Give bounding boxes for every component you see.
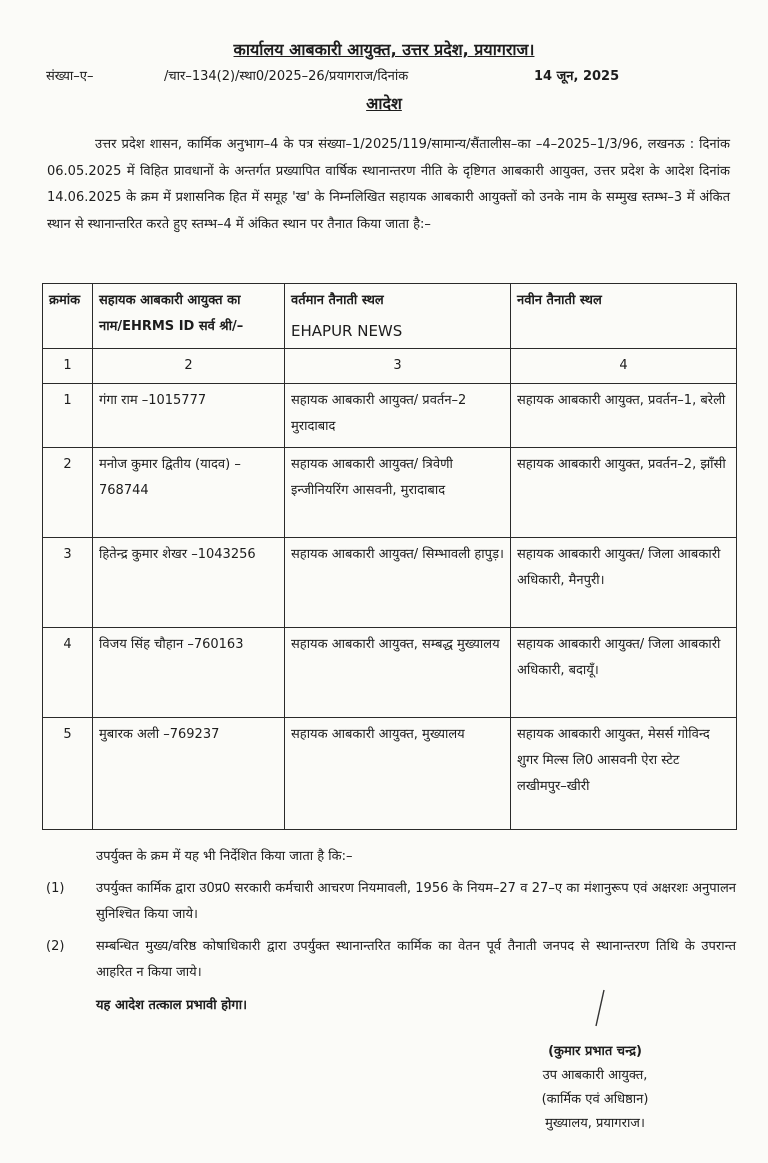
row-current-posting: सहायक आबकारी आयुक्त/ त्रिवेणी इन्जीनियरिंग आसवनी, मुरादाबाद bbox=[285, 448, 511, 538]
signatory-office: मुख्यालय, प्रयागराज। bbox=[545, 1116, 645, 1131]
row-name: मनोज कुमार द्वितीय (यादव) –768744 bbox=[93, 448, 285, 538]
clause-number: (1) bbox=[46, 881, 65, 896]
row-name: मुबारक अली –769237 bbox=[93, 718, 285, 830]
row-new-posting: सहायक आबकारी आयुक्त/ जिला आबकारी अधिकारी, बदायूँ। bbox=[511, 628, 737, 718]
row-name: विजय सिंह चौहान –760163 bbox=[93, 628, 285, 718]
row-serial: 3 bbox=[43, 538, 93, 628]
signature-mark bbox=[590, 988, 610, 1028]
table-header-row bbox=[43, 284, 737, 349]
clause-number: (2) bbox=[46, 939, 65, 954]
row-new-posting: सहायक आबकारी आयुक्त/ जिला आबकारी अधिकारी, मैनपुरी। bbox=[511, 538, 737, 628]
signatory-department: (कार्मिक एवं अधिष्ठान) bbox=[541, 1092, 649, 1107]
reference-number: /चार–134(2)/स्था0/2025–26/प्रयागराज/दिनांक bbox=[164, 69, 409, 84]
column-number-row bbox=[43, 349, 737, 384]
row-name: गंगा राम –1015777 bbox=[93, 384, 285, 448]
signatory-designation: उप आबकारी आयुक्त, bbox=[542, 1068, 648, 1083]
row-name: हितेन्द्र कुमार शेखर –1043256 bbox=[93, 538, 285, 628]
table-row bbox=[43, 628, 737, 718]
sankhya-label: संख्या–ए– bbox=[46, 69, 94, 84]
clause-text: सम्बन्धित मुख्य/वरिष्ठ कोषाधिकारी द्वारा उपर्युक्त स्थानान्तरित कार्मिक का वेतन पूर्व तैनाती जनपद से स्थानान्तरण तिथि के उपरान्त आहरित न किया जाये। bbox=[96, 939, 736, 980]
direction-clause-2 bbox=[46, 934, 736, 986]
header-name: सहायक आबकारी आयुक्त का नाम/EHRMS ID सर्व श्री/– bbox=[93, 284, 285, 349]
row-new-posting: सहायक आबकारी आयुक्त, प्रवर्तन–1, बरेली bbox=[511, 384, 737, 448]
table-row bbox=[43, 448, 737, 538]
table-row bbox=[43, 384, 737, 448]
order-date: 14 जून, 2025 bbox=[534, 69, 620, 84]
row-current-posting: सहायक आबकारी आयुक्त/ सिम्भावली हापुड़। bbox=[285, 538, 511, 628]
effective-statement: यह आदेश तत्काल प्रभावी होगा। bbox=[96, 998, 248, 1013]
row-new-posting: सहायक आबकारी आयुक्त, प्रवर्तन–2, झाँसी bbox=[511, 448, 737, 538]
transfer-table bbox=[42, 283, 737, 830]
row-serial: 1 bbox=[43, 384, 93, 448]
direction-clause-1 bbox=[46, 876, 736, 928]
order-heading: आदेश bbox=[366, 94, 402, 113]
column-number: 1 bbox=[43, 349, 93, 384]
row-serial: 5 bbox=[43, 718, 93, 830]
signature-block bbox=[500, 1040, 690, 1136]
column-number: 3 bbox=[285, 349, 511, 384]
watermark-text: EHAPUR NEWS bbox=[291, 322, 403, 340]
column-number: 2 bbox=[93, 349, 285, 384]
row-current-posting: सहायक आबकारी आयुक्त/ प्रवर्तन–2 मुरादाबाद bbox=[285, 384, 511, 448]
header-serial: क्रमांक bbox=[43, 284, 93, 349]
intro-paragraph: उत्तर प्रदेश शासन, कार्मिक अनुभाग–4 के पत्र संख्या–1/2025/119/सामान्य/सैंतालीस–का –4–2025–1/3/96, लखनऊ : दिनांक 06.05.2025 में विहित प्रावधानों के अन्तर्गत प्रख्यापित वार्षिक स्थानान्तरण नीति के दृष्टिगत आबकारी आयुक्त, उत्तर प्रदेश के आदेश दिनांक 14.06.2025 के क्रम में प्रशासनिक हित में समूह 'ख' के निम्नलिखित सहायक आबकारी आयुक्तों को उनके नाम के सम्मुख स्तम्भ–3 में अंकित स्थान से स्थानान्तरित करते हुए स्तम्भ–4 में अंकित स्थान पर तैनात किया जाता है:– bbox=[47, 137, 730, 232]
clause-text: उपर्युक्त कार्मिक द्वारा उ0प्र0 सरकारी कर्मचारी आचरण नियमावली, 1956 के नियम–27 व 27–ए का मंशानुरूप एवं अक्षरशः अनुपालन सुनिश्चित किया जाये। bbox=[96, 881, 736, 922]
directions-lead: उपर्युक्त के क्रम में यह भी निर्देशित किया जाता है कि:– bbox=[96, 849, 353, 864]
header-current-label: वर्तमान तैनाती स्थल bbox=[291, 293, 384, 308]
row-current-posting: सहायक आबकारी आयुक्त, मुख्यालय bbox=[285, 718, 511, 830]
office-title: कार्यालय आबकारी आयुक्त, उत्तर प्रदेश, प्रयागराज। bbox=[233, 40, 535, 59]
header-new-posting: नवीन तैनाती स्थल bbox=[511, 284, 737, 349]
table-row bbox=[43, 538, 737, 628]
column-number: 4 bbox=[511, 349, 737, 384]
signatory-name: (कुमार प्रभात चन्द्र) bbox=[548, 1044, 642, 1059]
row-serial: 2 bbox=[43, 448, 93, 538]
row-current-posting: सहायक आबकारी आयुक्त, सम्बद्ध मुख्यालय bbox=[285, 628, 511, 718]
table-row bbox=[43, 718, 737, 830]
row-serial: 4 bbox=[43, 628, 93, 718]
row-new-posting: सहायक आबकारी आयुक्त, मेसर्स गोविन्द शुगर मिल्स लि0 आसवनी ऐरा स्टेट लखीमपुर–खीरी bbox=[511, 718, 737, 830]
header-current-posting bbox=[285, 284, 511, 349]
